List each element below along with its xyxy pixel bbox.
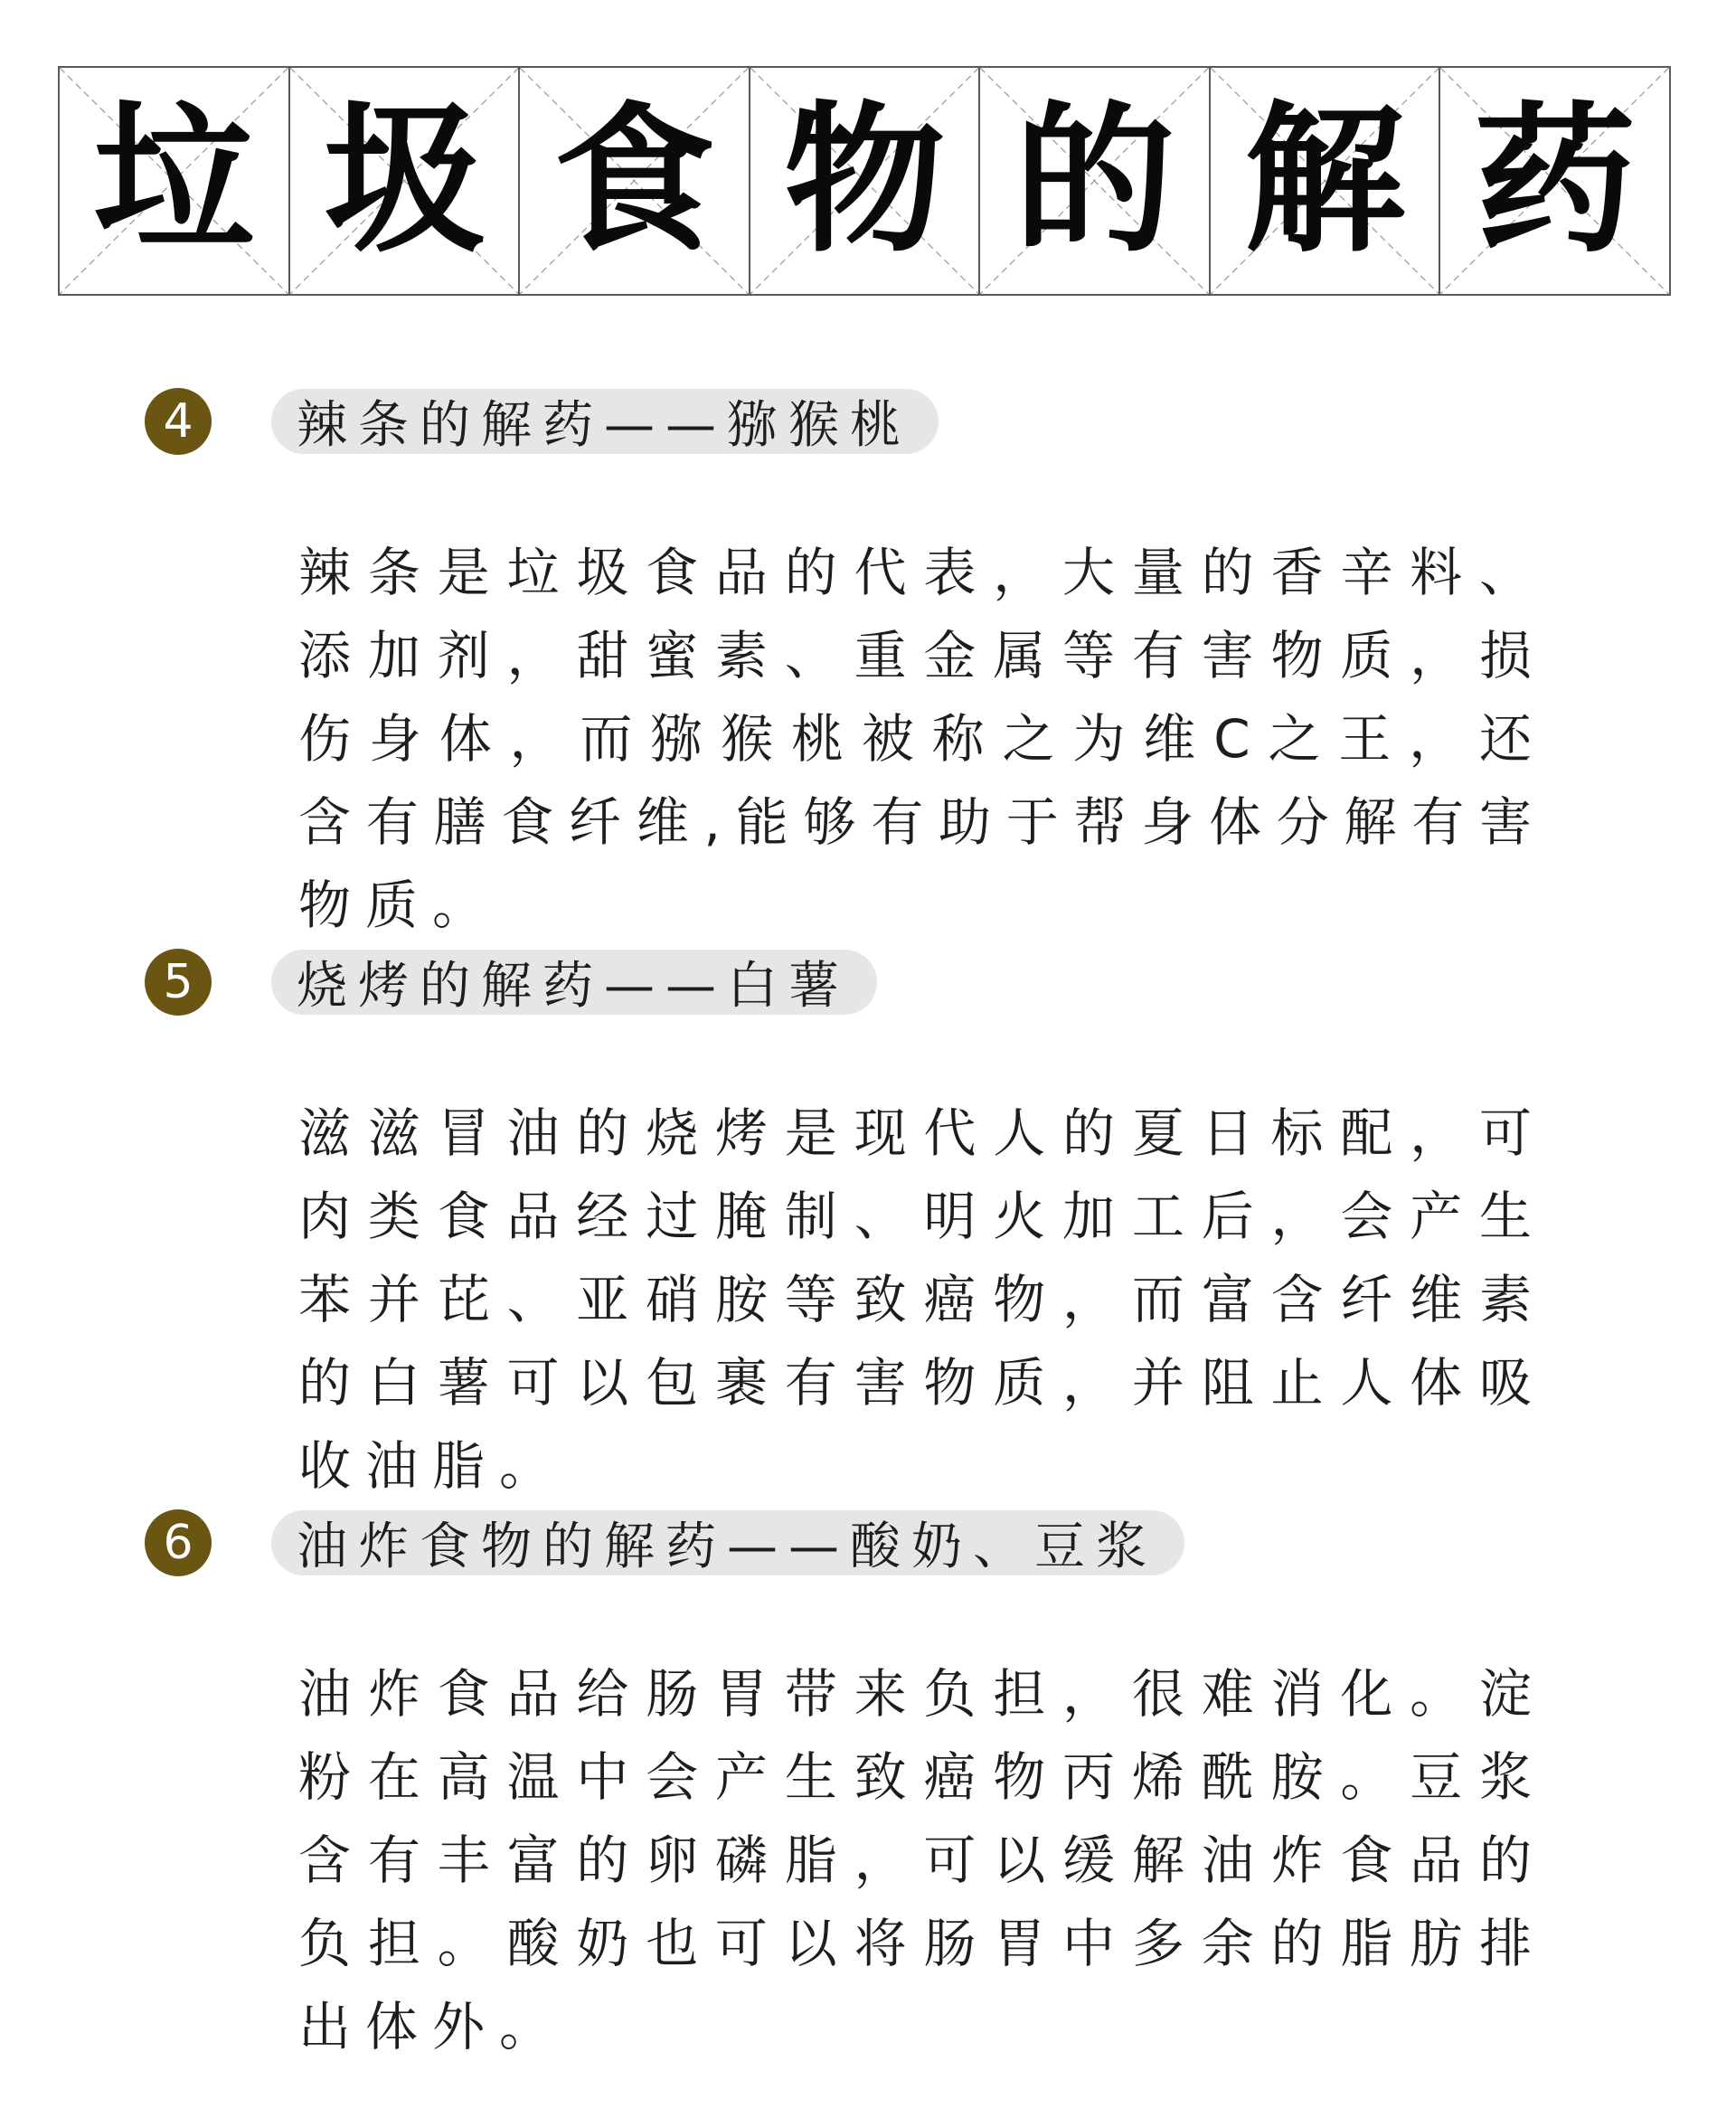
title-character: 药 xyxy=(1474,87,1636,274)
title-character: 物 xyxy=(784,87,946,274)
title-cell xyxy=(750,68,981,294)
section-heading: 辣条的解药——猕猴桃 xyxy=(271,389,939,454)
title-character: 解 xyxy=(1244,87,1406,274)
title-character: 食 xyxy=(553,87,715,274)
section-heading: 油炸食物的解药——酸奶、豆浆 xyxy=(271,1510,1184,1575)
section-body: 辣条是垃圾食品的代表，大量的香辛料、添加剂，甜蜜素、重金属等有害物质，损伤身体，而猕猴桃被称之为维C之王，还含有膳食纤维,能够有助于帮身体分解有害物质。 xyxy=(298,542,1546,936)
section-heading: 烧烤的解药——白薯 xyxy=(271,950,877,1015)
number-badge: 6 xyxy=(145,1509,212,1576)
title-cell xyxy=(520,68,750,294)
number-badge: 4 xyxy=(145,388,212,455)
title-character: 垃 xyxy=(93,87,255,274)
title-cell xyxy=(1440,68,1669,294)
title-character: 圾 xyxy=(323,87,485,274)
title-cell xyxy=(290,68,521,294)
title-cell xyxy=(980,68,1211,294)
number-badge: 5 xyxy=(145,949,212,1016)
title-character: 的 xyxy=(1014,87,1175,274)
section-body: 油炸食品给肠胃带来负担，很难消化。淀粉在高温中会产生致癌物丙烯酰胺。豆浆含有丰富的卵磷脂，可以缓解油炸食品的负担。酸奶也可以将肠胃中多余的脂肪排出体外。 xyxy=(298,1663,1546,2057)
title-grid xyxy=(58,66,1671,296)
section-body: 滋滋冒油的烧烤是现代人的夏日标配，可肉类食品经过腌制、明火加工后，会产生苯并芘、亚硝胺等致癌物，而富含纤维素的白薯可以包裹有害物质，并阻止人体吸收油脂。 xyxy=(298,1102,1546,1497)
title-cell xyxy=(60,68,290,294)
title-cell xyxy=(1211,68,1441,294)
